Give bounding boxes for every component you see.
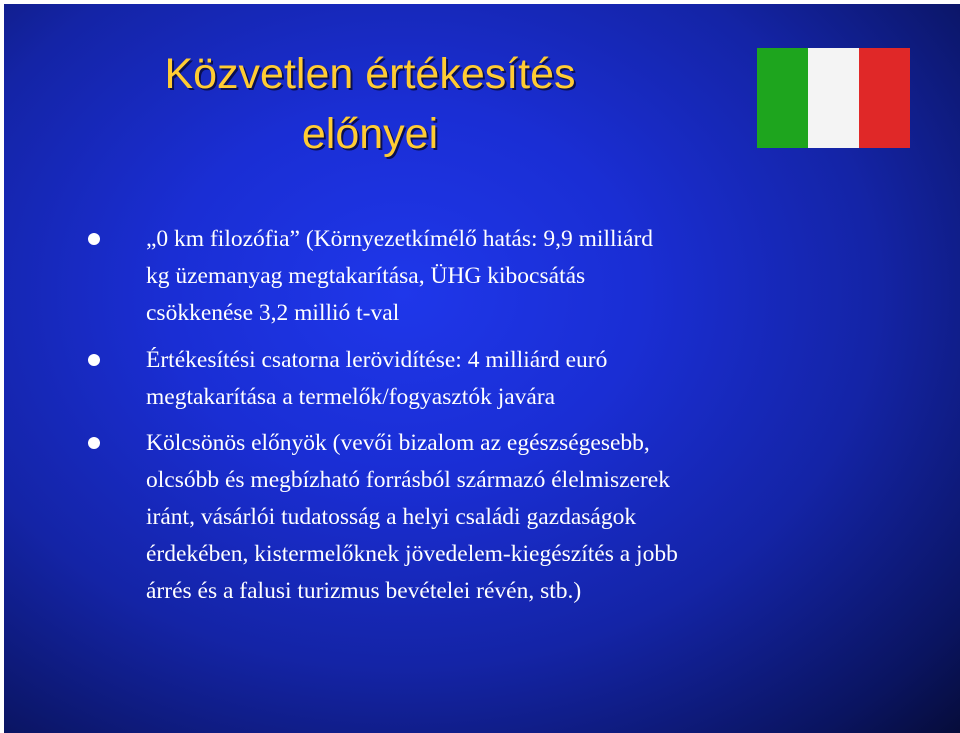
slide-title-line-1: Közvetlen értékesítés (164, 50, 576, 98)
bullet-line: Kölcsönös előnyök (vevői bizalom az egészségesebb, (146, 430, 650, 456)
bullet-line: olcsóbb és megbízható forrásból származó élelmiszerek (146, 467, 670, 493)
bullet-line: árrés és a falusi turizmus bevételei révén, stb.) (146, 578, 582, 604)
bullet-item-km-filozofia (146, 221, 906, 332)
bullet-line: „0 km filozófia” (Környezetkímélő hatás: 9,9 milliárd (146, 226, 654, 252)
slide-title-line-2: előnyei (301, 110, 439, 158)
bullet-dot-icon (88, 354, 100, 366)
bullet-line: Értékesítési csatorna lerövidítése: 4 milliárd euró (146, 347, 608, 373)
bullet-line: csökkenése 3,2 millió t-val (146, 300, 400, 326)
bullet-line: megtakarítása a termelők/fogyasztók javára (146, 384, 556, 410)
bullet-dot-icon (88, 233, 100, 245)
bullet-item-ertekesitesi-csatorna (146, 342, 906, 416)
bullet-line: kg üzemanyag megtakarítása, ÜHG kibocsátás (146, 263, 586, 289)
bullet-dot-icon (88, 437, 100, 449)
bullet-line: érdekében, kistermelőknek jövedelem-kiegészítés a jobb (146, 541, 678, 567)
bullet-item-kolcsonos-elonyok (146, 425, 906, 610)
bullet-line: iránt, vásárlói tudatosság a helyi családi gazdaságok (146, 504, 637, 530)
